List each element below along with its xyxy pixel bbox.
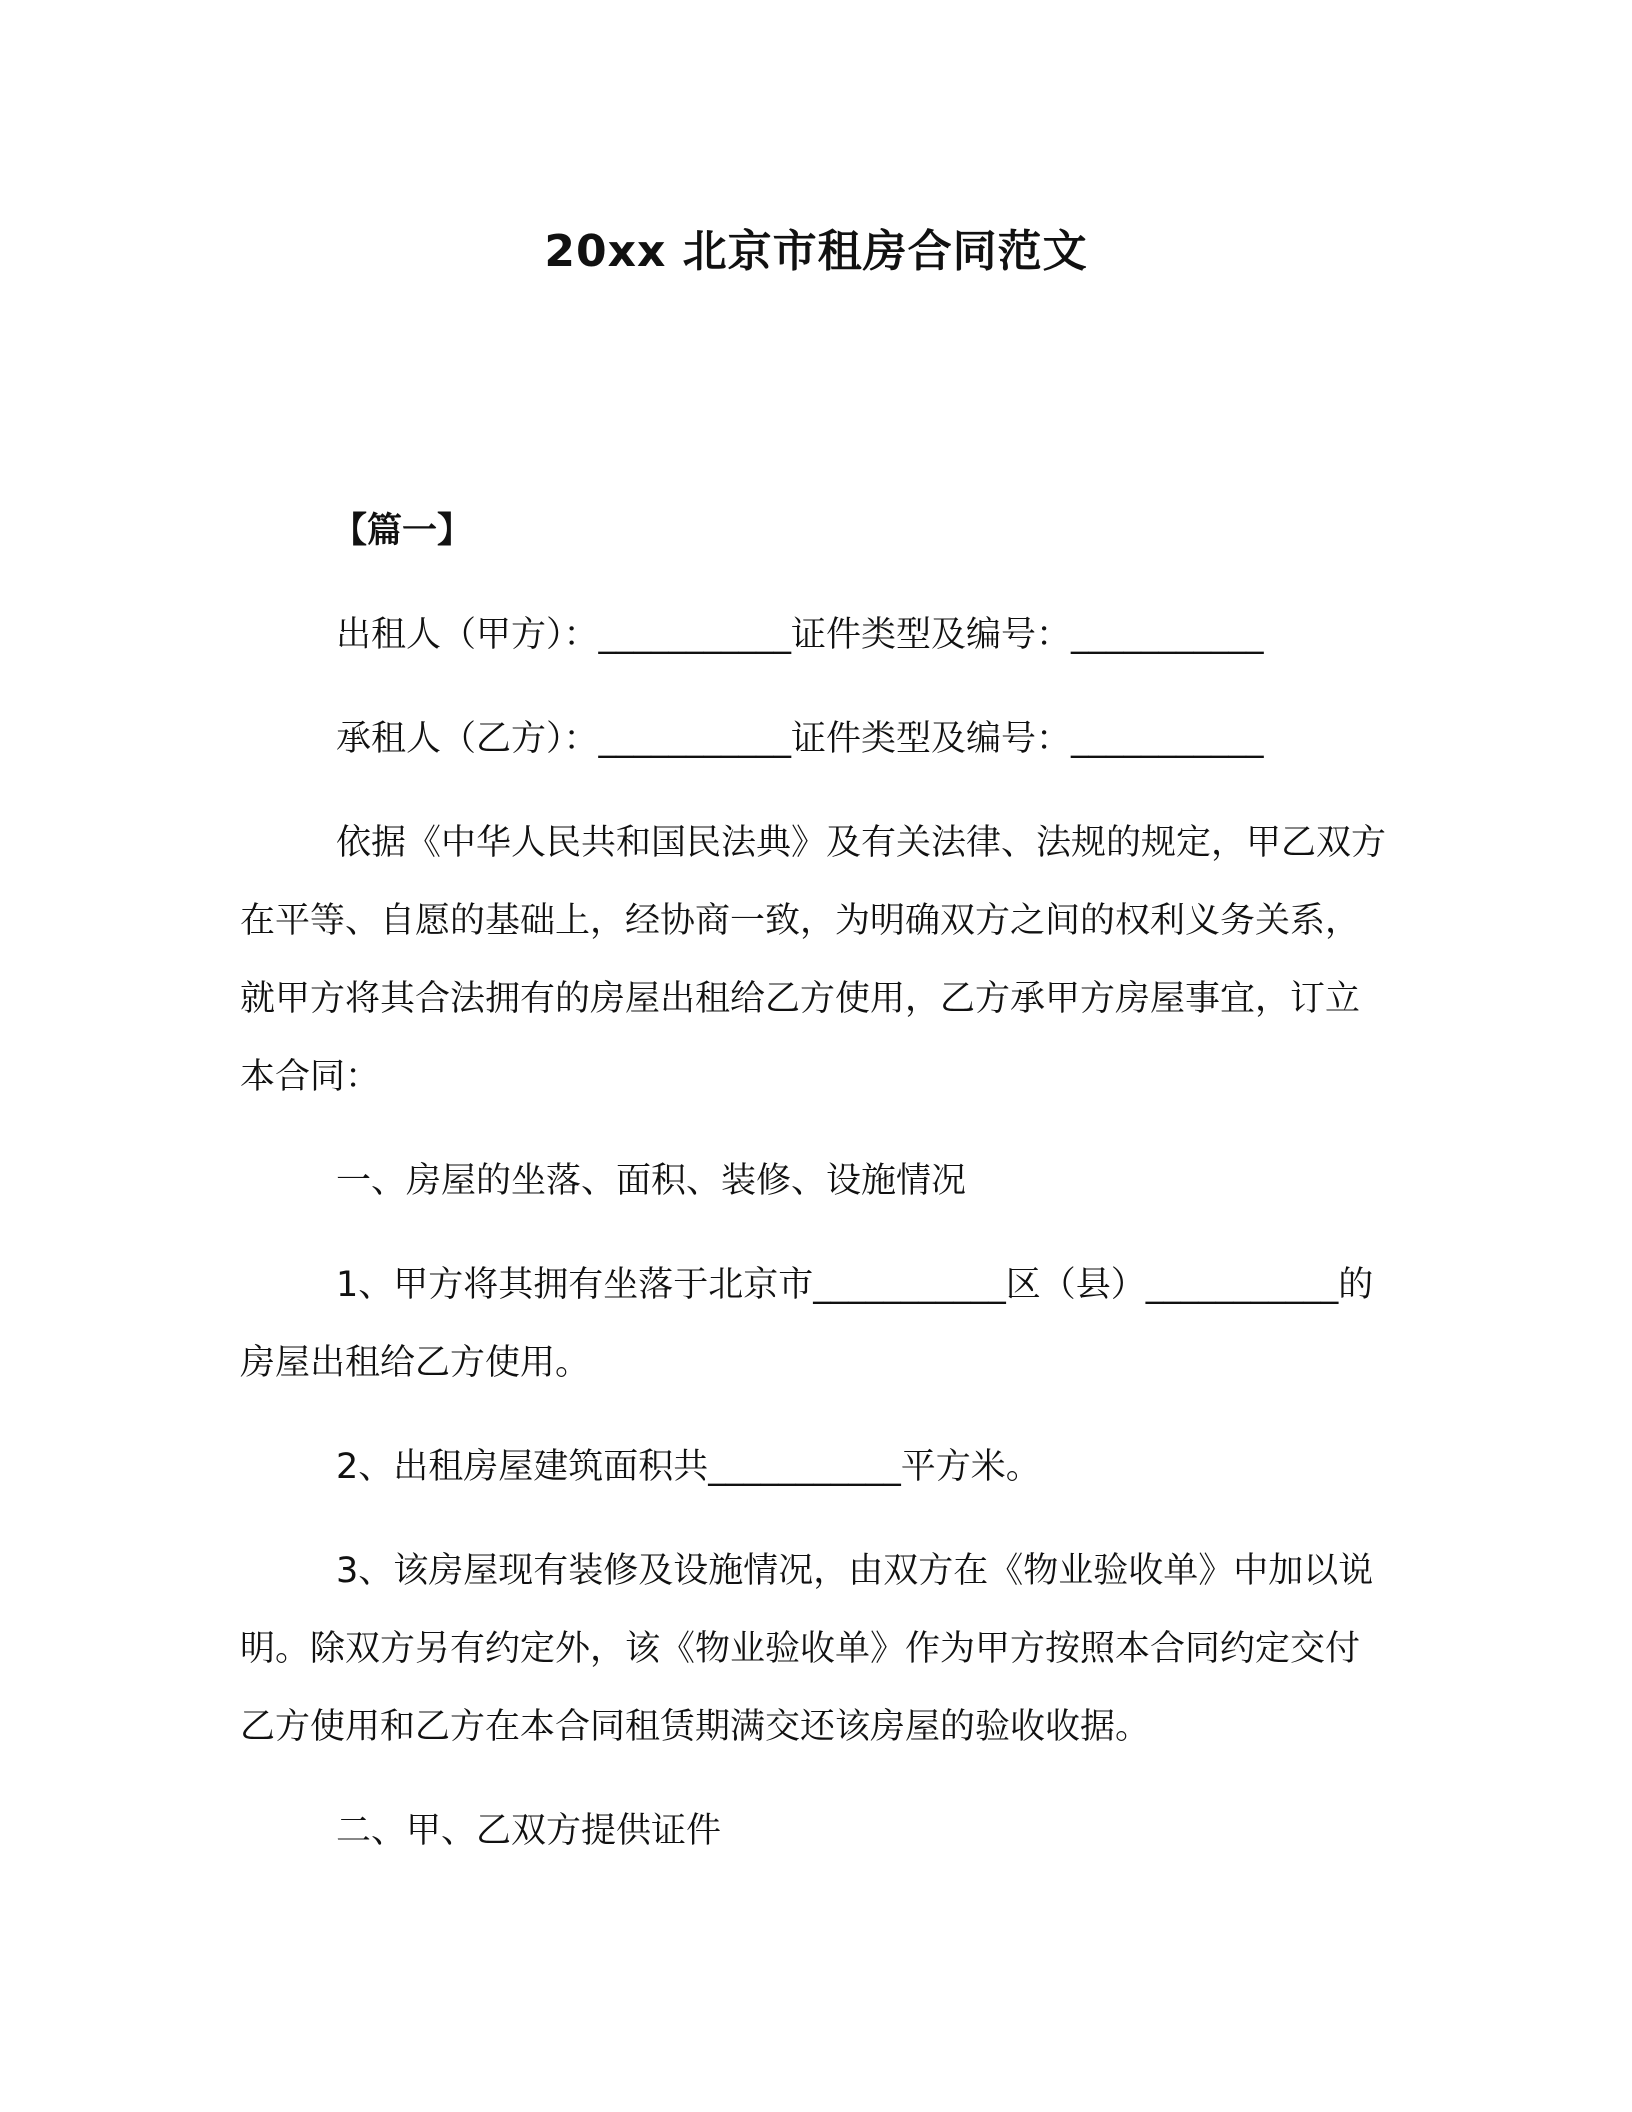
section-label: 【篇一】 <box>332 511 473 551</box>
document-title: 20xx 北京市租房合同范文 <box>544 226 1088 277</box>
paragraph-lessee: 承租人（乙方）：___________证件类型及编号：___________ <box>336 719 1264 759</box>
paragraph-item-2: 2、出租房屋建筑面积共___________平方米。 <box>336 1447 1041 1487</box>
heading-clause-1: 一、房屋的坐落、面积、装修、设施情况 <box>336 1161 967 1201</box>
heading-clause-2: 二、甲、乙双方提供证件 <box>336 1811 722 1851</box>
document-body <box>240 492 1392 1896</box>
paragraph-item-1: 1、甲方将其拥有坐落于北京市___________区（县）___________的房屋出租给乙方使用。 <box>240 1265 1374 1383</box>
paragraph-preamble: 依据《中华人民共和国民法典》及有关法律、法规的规定，甲乙双方在平等、自愿的基础上，经协商一致，为明确双方之间的权利义务关系，就甲方将其合法拥有的房屋出租给乙方使用，乙方承甲方房屋事宜，订立本合同： <box>240 823 1387 1097</box>
paragraph-item-3: 3、该房屋现有装修及设施情况，由双方在《物业验收单》中加以说明。除双方另有约定外，该《物业验收单》作为甲方按照本合同约定交付乙方使用和乙方在本合同租赁期满交还该房屋的验收收据。 <box>240 1551 1374 1747</box>
paragraph-lessor: 出租人（甲方）：___________证件类型及编号：___________ <box>336 615 1264 655</box>
